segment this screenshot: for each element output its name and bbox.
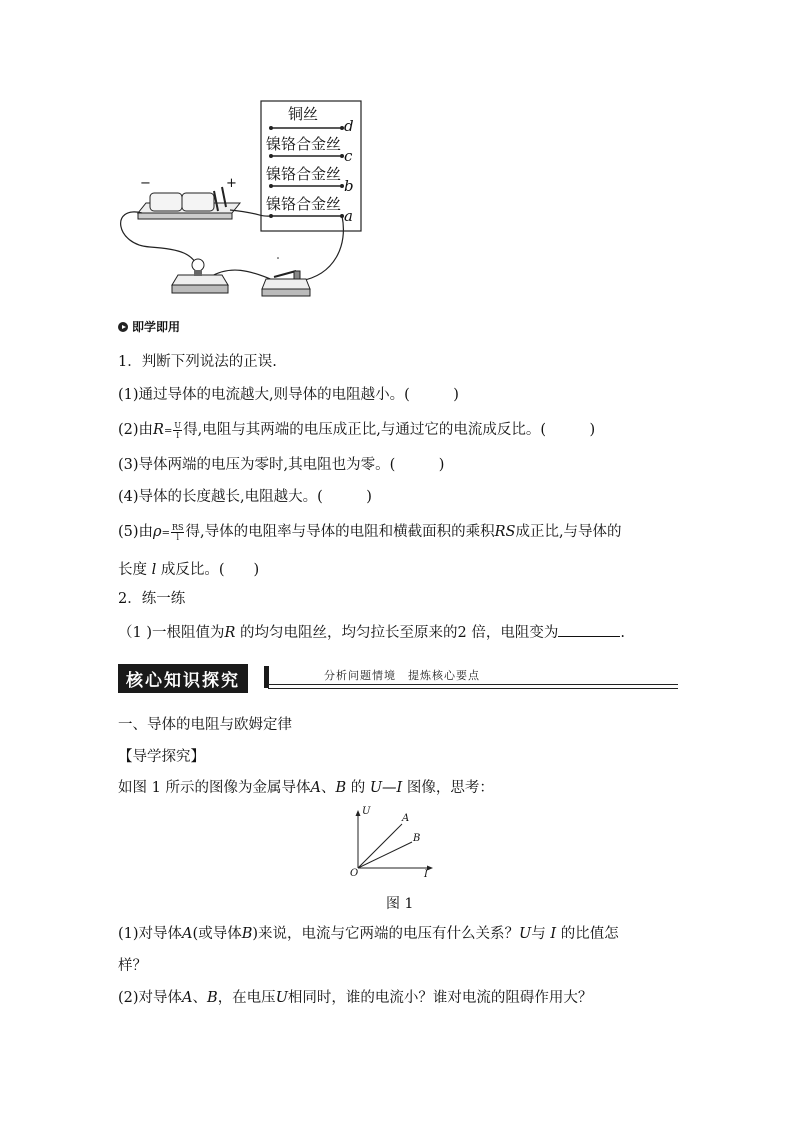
q2-title: 2．练一练 — [118, 591, 186, 607]
line-b — [358, 842, 412, 868]
wire-label-nichrome-a: 镍铬合金丝 — [266, 195, 342, 213]
q1-item-5-post: 成正比,与导体的 — [515, 524, 622, 540]
wire-letter-a: a — [344, 207, 353, 225]
q2-r: R — [224, 625, 236, 641]
q2-text-pre: （1 )一根阻值为 — [118, 625, 225, 641]
question-2-post: 相同时，谁的电流小？谁对电流的阻碍作用大？ — [287, 990, 593, 1006]
battery — [138, 187, 240, 219]
question-1-mid2: )来说，电流与它两端的电压有什么关系？ — [252, 926, 520, 942]
question-2-mid: ，在电压 — [217, 990, 276, 1006]
banner-subtitle: 分析问题情境 提炼核心要点 — [324, 669, 480, 682]
question-2-u: U — [275, 990, 288, 1006]
wire-label-copper: 铜丝 — [288, 105, 319, 123]
question-2-b: B — [207, 990, 218, 1006]
graph-origin-label: O — [350, 868, 359, 879]
formula-fraction-rsl — [171, 523, 185, 542]
lamp — [172, 259, 228, 293]
question-1-line2: 样？ — [118, 958, 147, 974]
graph-y-label: U — [362, 806, 371, 817]
q2-end: . — [620, 625, 625, 641]
question-2-sep: 、 — [192, 990, 208, 1006]
question-2-pre: (2)对导体 — [118, 990, 183, 1006]
wire-letter-b: b — [344, 177, 354, 195]
q1-item-5-line2-post: 成反比。( ) — [160, 562, 260, 578]
y-axis-arrow — [356, 810, 361, 816]
q1-item-5-rs: RS — [494, 524, 516, 540]
switch — [262, 271, 310, 296]
question-1 — [118, 924, 619, 944]
section-banner — [118, 664, 678, 690]
intro-post: 图像，思考： — [406, 780, 494, 796]
section1-heading: 一、导体的电阻与欧姆定律 — [118, 717, 292, 733]
graph-line-a-label: A — [402, 813, 410, 824]
section1-subheading: 【导学探究】 — [118, 749, 205, 765]
question-1-mid: (或导体 — [192, 926, 242, 942]
q2-text-post: 的均匀电阻丝，均匀拉长至原来的2 倍，电阻变为 — [240, 625, 559, 641]
question-1-i: I — [550, 926, 557, 942]
formula-fraction-ui — [173, 421, 182, 440]
banner-rule — [268, 684, 678, 689]
q1-item-5-line2-pre: 长度 — [118, 562, 147, 578]
q1-item-3: (3)导体两端的电压为零时,其电阻也为零。( ) — [118, 457, 445, 473]
intro-de: 的 — [350, 780, 366, 796]
q1-item-5: (5)由ρ= $\frac{RS}{l}$ 得,导体的电阻率与导体的电阻和横截面积的乘积RS成正比,与导体的 — [118, 522, 622, 542]
graph-x-label: I — [424, 869, 428, 880]
battery-minus-label: − — [140, 176, 151, 191]
question-1-mid3: 与 — [531, 926, 546, 942]
q1-item-4: (4)导体的长度越长,电阻越大。( ) — [118, 489, 372, 505]
wire-letter-d: d — [344, 117, 354, 135]
question-2-a: A — [182, 990, 193, 1006]
q1-item-1: (1)通过导体的电流越大,则导体的电阻越小。( ) — [118, 387, 459, 403]
question-1-a: A — [182, 926, 193, 942]
q1-item-5-pre: (5)由 — [118, 524, 154, 540]
wire-label-nichrome-b: 镍铬合金丝 — [266, 165, 342, 183]
q1-item-5-mid: 得,导体的电阻率与导体的电阻和横截面积的乘积 — [185, 524, 495, 540]
section-label-text: 即学即用 — [132, 320, 181, 334]
question-1-pre: (1)对导体 — [118, 926, 183, 942]
question-1-b: B — [241, 926, 253, 942]
q1-item-5-line2 — [118, 560, 259, 580]
section1-intro — [118, 778, 494, 798]
line-a — [358, 824, 402, 868]
question-1-u: U — [519, 926, 532, 942]
section-label — [118, 318, 180, 335]
q1-item-5-rho: ρ — [153, 524, 162, 540]
figure-caption: 图 1 — [386, 896, 414, 912]
banner-title: 核心知识探究 — [118, 664, 248, 693]
q2-text — [118, 622, 625, 643]
intro-ui: U—I — [369, 780, 403, 796]
battery-plus-label: + — [226, 176, 237, 191]
q1-item-2-r: R — [153, 422, 164, 438]
intro-sep: 、 — [320, 780, 336, 796]
frac-den-l: l — [176, 532, 179, 542]
question-1-post: 的比值怎 — [560, 926, 619, 942]
q1-item-5-l: l — [151, 562, 157, 578]
intro-a: A — [310, 780, 321, 796]
question-2 — [118, 988, 592, 1008]
intro-pre: 如图 1 所示的图像为金属导体 — [118, 780, 311, 796]
frac-den-i: I — [176, 430, 180, 440]
wire-letter-c: c — [344, 147, 353, 165]
wire-label-nichrome-c: 镍铬合金丝 — [266, 135, 342, 153]
graph-line-b-label: B — [413, 833, 421, 844]
q1-item-2-pre: (2)由 — [118, 422, 154, 438]
q1-item-2: (2)由R= $\frac{U}{I}$ 得,电阻与其两端的电压成正比,与通过它的电流成反比。( ) — [118, 420, 596, 440]
q1-title: 1．判断下列说法的正误. — [118, 354, 277, 370]
q1-item-2-post: 得,电阻与其两端的电压成正比,与通过它的电流成反比。( ) — [183, 422, 596, 438]
answer-blank[interactable] — [558, 622, 620, 637]
frac-num-rs: RS — [171, 522, 184, 532]
play-circle-icon — [118, 322, 128, 332]
intro-b: B — [335, 780, 347, 796]
frac-num-u: U — [174, 420, 182, 430]
